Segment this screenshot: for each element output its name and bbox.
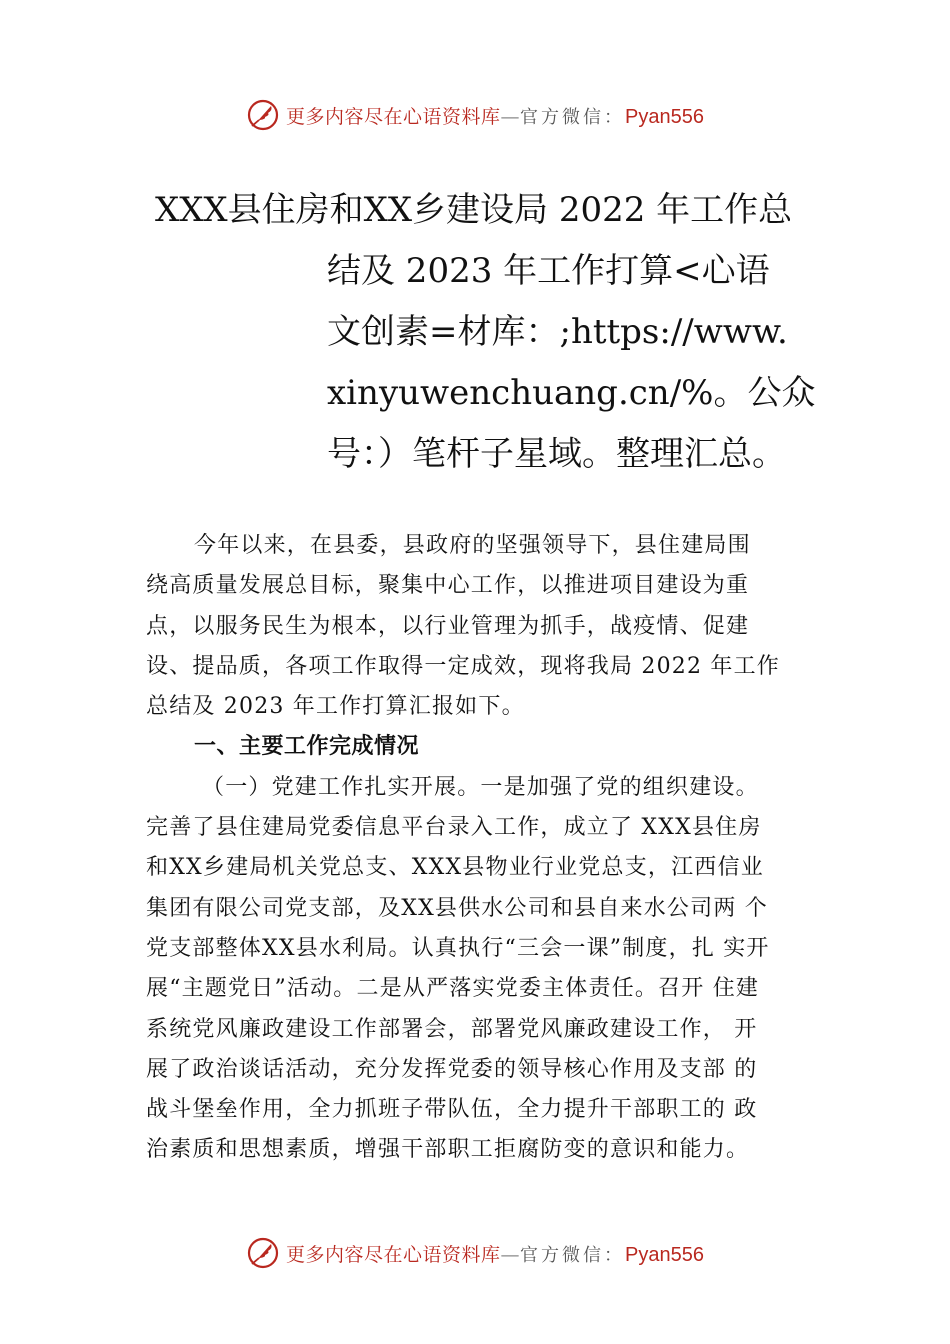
- section-line: 展了政治谈话活动，充分发挥党委的领导核心作用及支部 的: [146, 1056, 758, 1082]
- intro-line: 绕高质量发展总目标，聚集中心工作，以推进项目建设为重: [146, 573, 750, 599]
- banner-separator: —: [500, 105, 521, 128]
- section-heading: 一、主要工作完成情况: [194, 734, 420, 760]
- banner-wechat-id: Pyan556: [625, 1243, 704, 1266]
- quill-logo-icon: [246, 1236, 280, 1270]
- section-line: （一）党建工作扎实开展。一是加强了党的组织建设。: [202, 774, 759, 800]
- banner-brand: 更多内容尽在心语资料库: [286, 105, 501, 128]
- document-body: [146, 526, 836, 1171]
- section-line: 系统党风廉政建设工作部署会，部署党风廉政建设工作， 开: [146, 1016, 758, 1042]
- banner-text: [286, 1240, 704, 1267]
- title-line: 号：）笔杆子星域。整理汇总。: [327, 434, 786, 474]
- title-line: XXX县住房和XX乡建设局 2022 年工作总: [155, 190, 793, 230]
- title-line: xinyuwenchuang.cn/%。公众: [327, 373, 816, 413]
- section-line: 党支部整体XX县水利局。认真执行“三会一课”制度，扎 实开: [146, 935, 770, 961]
- section-line: 展“主题党日”活动。二是从严落实党委主体责任。召开 住建: [146, 976, 760, 1002]
- section-line: 治素质和思想素质，增强干部职工拒腐防变的意识和能力。: [146, 1137, 750, 1163]
- document-title: [0, 180, 950, 485]
- banner-wechat-label: 官方微信：: [520, 1244, 626, 1266]
- section-line: 集团有限公司党支部，及XX县供水公司和县自来水公司两 个: [146, 895, 768, 921]
- footer-banner: [0, 1233, 950, 1273]
- banner-separator: —: [500, 1243, 521, 1266]
- header-banner: [0, 95, 950, 135]
- section-line: 和XX乡建局机关党总支、XXX县物业行业党总支，江西信业: [146, 855, 764, 881]
- intro-line: 总结及 2023 年工作打算汇报如下。: [146, 694, 525, 720]
- section-line: 完善了县住建局党委信息平台录入工作，成立了 XXX县住房: [146, 815, 762, 841]
- intro-line: 设、提品质，各项工作取得一定成效，现将我局 2022 年工作: [146, 653, 780, 679]
- banner-wechat-label: 官方微信：: [520, 106, 626, 128]
- title-line: 结及 2023 年工作打算<心语: [327, 251, 770, 291]
- banner-brand: 更多内容尽在心语资料库: [286, 1243, 501, 1266]
- quill-logo-icon: [246, 98, 280, 132]
- intro-line: 点，以服务民生为根本，以行业管理为抓手，战疫情、促建: [146, 613, 750, 639]
- section-line: 战斗堡垒作用，全力抓班子带队伍，全力提升干部职工的 政: [146, 1097, 758, 1123]
- intro-line: 今年以来，在县委，县政府的坚强领导下，县住建局围: [194, 533, 751, 558]
- banner-text: [286, 102, 704, 129]
- banner-wechat-id: Pyan556: [625, 105, 704, 128]
- title-line: 文创素=材库：;https://www.: [327, 312, 788, 352]
